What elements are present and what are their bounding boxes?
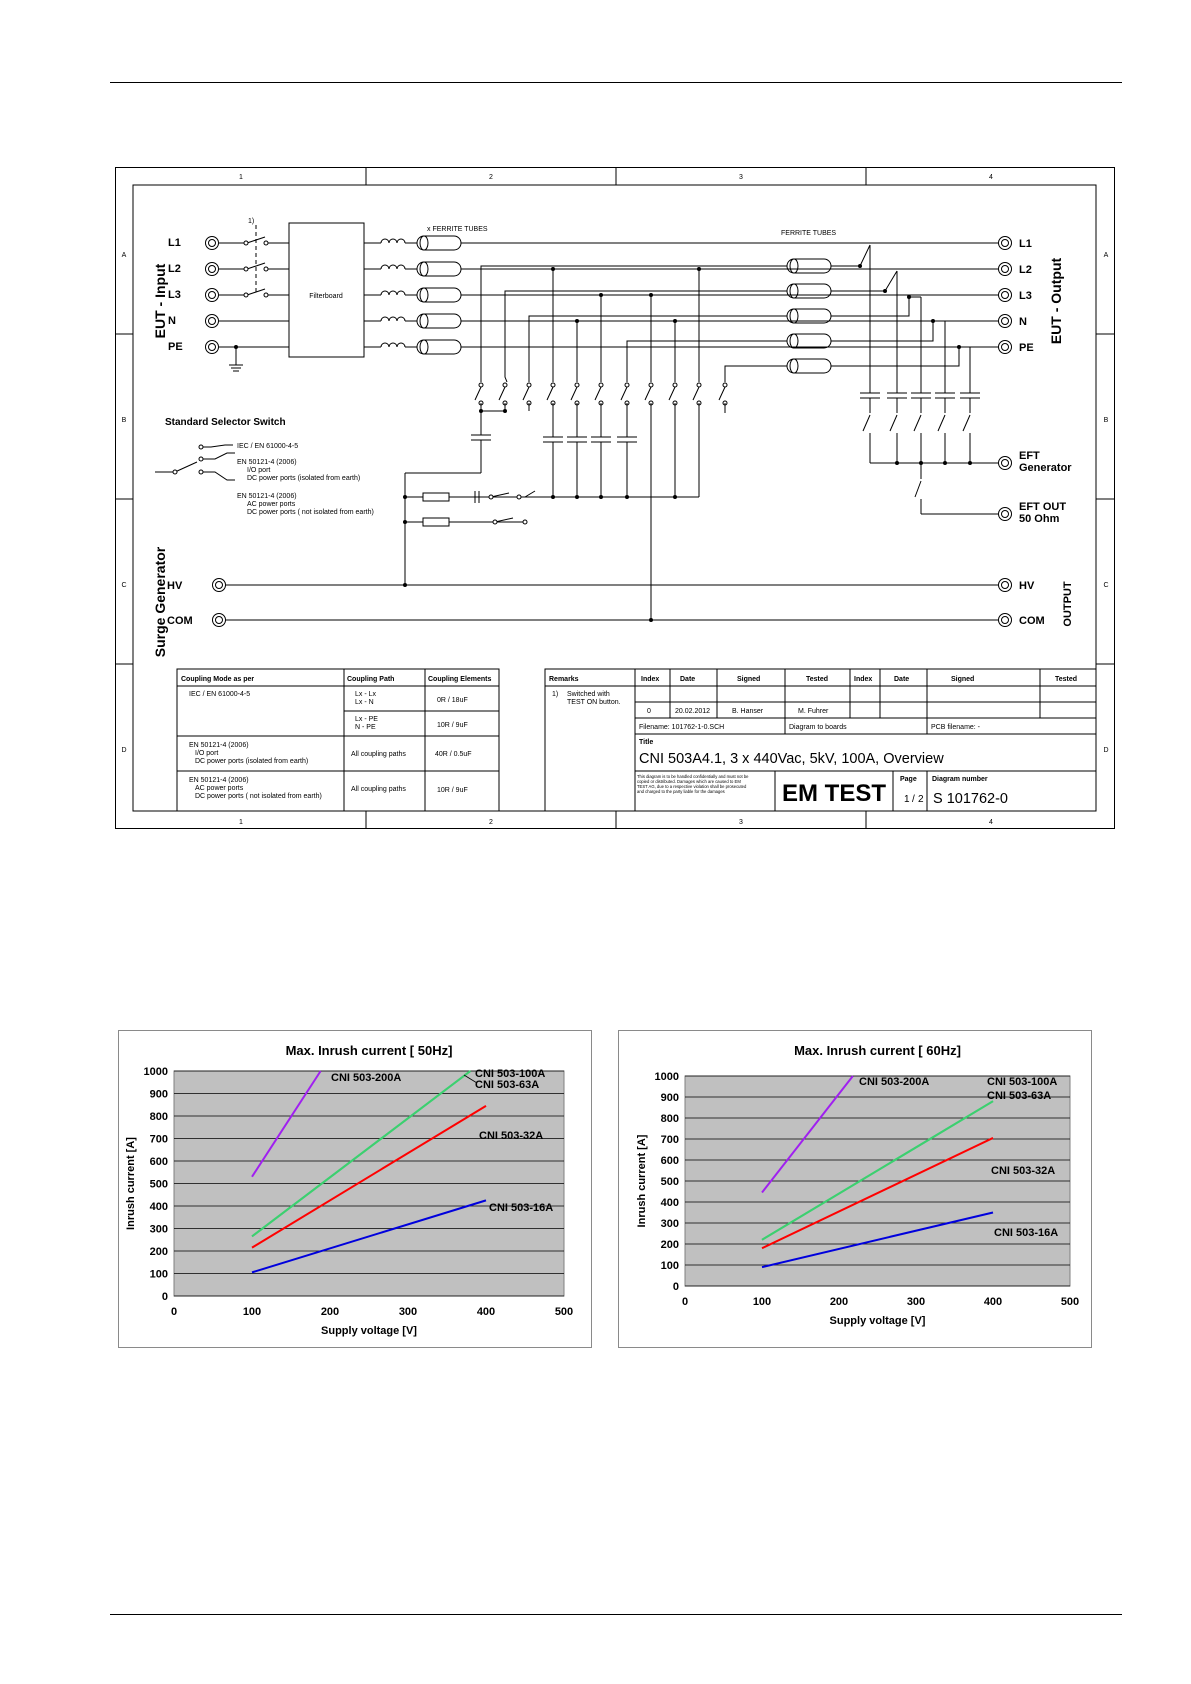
title-label: Title <box>639 739 654 746</box>
row-label-right: C <box>1103 582 1109 589</box>
switch-blade <box>719 387 725 400</box>
pcb-filename: PCB filename: - <box>931 724 981 731</box>
row-label-left: D <box>121 747 127 754</box>
series-label: CNI 503-32A <box>479 1130 544 1142</box>
y-tick-label: 500 <box>149 1178 168 1191</box>
x-tick-label: 100 <box>242 1306 262 1318</box>
col-label-bottom: 4 <box>989 819 993 826</box>
confidential-note: copied or distributed. Damages which are caused to EM <box>637 779 741 784</box>
series-label: CNI 503-63A <box>987 1090 1052 1102</box>
switch-contact <box>551 383 555 387</box>
output-ferrite-tubes <box>787 259 831 373</box>
table-cell: I/O port <box>195 750 219 757</box>
series-label: CNI 503-16A <box>489 1202 554 1214</box>
selector-option: IEC / EN 61000-4-5 <box>237 443 299 450</box>
table-cell: 10R / 9uF <box>437 722 468 729</box>
y-tick-label: 400 <box>149 1201 168 1213</box>
bottom-rule <box>110 1614 1122 1615</box>
switch-blade <box>693 387 699 400</box>
remark-number: 1) <box>552 691 559 698</box>
remark-text: Switched with <box>567 691 610 698</box>
series-label: CNI 503-16A <box>994 1227 1059 1239</box>
x-axis-label: Supply voltage [V] <box>829 1315 926 1327</box>
x-tick-label: 500 <box>554 1306 574 1318</box>
rev-cell: M. Fuhrer <box>798 708 829 715</box>
selector-option: EN 50121-4 (2006) <box>237 493 297 500</box>
switch-blade <box>523 387 529 400</box>
chart-60hz <box>619 1031 1091 1347</box>
eft-generator-label: Generator <box>1019 462 1072 474</box>
input-wiring <box>219 225 289 371</box>
selector-option: DC power ports (isolated from earth) <box>247 475 361 482</box>
coupling-switch-bank <box>475 383 727 405</box>
hv-out-label: HV <box>1019 580 1035 592</box>
switch-contact <box>503 383 507 387</box>
input-terminals <box>168 237 183 353</box>
company-name: EM TEST <box>781 780 887 807</box>
selector-options <box>237 443 374 516</box>
output-terminals <box>1019 238 1034 354</box>
y-tick-label: 600 <box>660 1155 679 1167</box>
input-terminal-label: L1 <box>168 237 181 249</box>
row-label-left: C <box>121 582 127 589</box>
rev-cell: 0 <box>647 708 651 715</box>
table-cell: EN 50121-4 (2006) <box>189 742 249 749</box>
bus-lines <box>461 243 998 382</box>
table-cell: EN 50121-4 (2006) <box>189 777 249 784</box>
switch-blade <box>645 387 651 400</box>
x-tick-label: 400 <box>476 1306 496 1318</box>
com-label: COM <box>167 615 193 627</box>
table-cell: Lx - PE <box>355 716 378 723</box>
x-axis-label: Supply voltage [V] <box>321 1325 417 1337</box>
output-terminal-label: PE <box>1019 342 1034 354</box>
top-rule <box>110 82 1122 83</box>
table-cell: DC power ports ( not isolated from earth) <box>195 793 322 800</box>
x-tick-label: 500 <box>1060 1296 1080 1308</box>
y-axis-label: Inrush current [A] <box>125 1137 137 1230</box>
switch-blade <box>669 387 675 400</box>
table-cell: All coupling paths <box>351 751 406 758</box>
rev-cell: 20.02.2012 <box>675 708 711 715</box>
x-tick-label: 300 <box>906 1296 926 1308</box>
rev-header: Index <box>854 676 873 683</box>
remarks-header: Remarks <box>549 676 579 683</box>
switch-contact <box>599 383 603 387</box>
output-terminal-label: N <box>1019 316 1027 328</box>
series-label: CNI 503-63A <box>475 1079 540 1091</box>
output-terminal-label: L1 <box>1019 238 1032 250</box>
y-tick-label: 900 <box>660 1092 679 1104</box>
eft-network <box>860 245 998 514</box>
diagram-to-boards: Diagram to boards <box>789 724 847 731</box>
chart-60hz-panel <box>618 1030 1092 1348</box>
rev-cell: B. Hanser <box>732 708 764 715</box>
selector-option: I/O port <box>247 467 271 474</box>
eft-out-label: EFT OUT <box>1019 501 1067 513</box>
row-label-right: A <box>1103 252 1109 259</box>
row-label-left: A <box>121 252 127 259</box>
table-cell: DC power ports (isolated from earth) <box>195 758 309 765</box>
switch-contact <box>527 383 531 387</box>
surge-generator-label: Surge Generator <box>152 546 168 658</box>
y-tick-label: 1000 <box>143 1066 168 1078</box>
y-tick-label: 400 <box>660 1197 679 1209</box>
table-cell: Lx - Lx <box>355 691 377 698</box>
chart-50hz <box>119 1031 591 1347</box>
row-label-right: B <box>1103 417 1109 424</box>
x-tick-label: 400 <box>983 1296 1003 1308</box>
chart-title: Max. Inrush current [ 50Hz] <box>285 1043 453 1058</box>
com-out-label: COM <box>1019 615 1045 627</box>
switch-contact <box>625 383 629 387</box>
switch-contact <box>479 383 483 387</box>
x-tick-label: 0 <box>681 1296 689 1308</box>
selector-option: AC power ports <box>247 501 296 508</box>
col-label-bottom: 2 <box>489 819 493 826</box>
y-tick-label: 900 <box>149 1088 168 1101</box>
filterboard <box>289 223 364 357</box>
series-label: CNI 503-100A <box>475 1068 546 1080</box>
chart-50hz-panel <box>118 1030 592 1348</box>
switch-contact <box>723 383 727 387</box>
switch-contact <box>673 383 677 387</box>
input-ferrite-tubes <box>417 236 461 354</box>
y-tick-label: 0 <box>161 1291 168 1303</box>
x-tick-label: 200 <box>829 1296 849 1308</box>
switch-blade <box>499 387 505 400</box>
y-tick-label: 700 <box>149 1133 168 1146</box>
switch-contact <box>649 383 653 387</box>
table-cell: 40R / 0.5uF <box>435 751 472 758</box>
hv-label: HV <box>167 580 183 592</box>
selector-option: DC power ports ( not isolated from earth) <box>247 509 374 516</box>
confidential-note: This diagram is to be handled confidentially and must not be <box>637 774 749 779</box>
switch-contact <box>697 383 701 387</box>
table-header: Coupling Mode as per <box>181 676 255 683</box>
col-label-top: 1 <box>239 174 243 181</box>
switch-blade <box>571 387 577 400</box>
x-ferrite-label: x FERRITE TUBES <box>427 226 488 233</box>
y-tick-label: 1000 <box>654 1071 679 1083</box>
diagram-number-label: Diagram number <box>932 776 988 783</box>
input-terminal-label: L3 <box>168 289 181 301</box>
y-axis-label: Inrush current [A] <box>636 1134 648 1228</box>
y-tick-label: 200 <box>660 1239 679 1251</box>
choke-lines <box>364 239 417 347</box>
x-tick-label: 0 <box>170 1306 178 1318</box>
output-label: OUTPUT <box>1062 581 1074 627</box>
y-tick-label: 300 <box>149 1223 168 1236</box>
y-tick-label: 600 <box>149 1156 168 1168</box>
series-label: CNI 503-100A <box>987 1076 1058 1088</box>
series-label: CNI 503-200A <box>859 1076 930 1088</box>
switch-contact <box>575 383 579 387</box>
y-tick-label: 0 <box>672 1281 679 1293</box>
y-tick-label: 800 <box>149 1111 168 1123</box>
table-cell: N - PE <box>355 724 376 731</box>
rev-header: Tested <box>1055 676 1078 683</box>
confidential-note: and charged to the party liable for the damages <box>637 789 725 794</box>
eut-input-label: EUT - Input <box>152 263 168 339</box>
rev-header: Signed <box>951 676 975 683</box>
ferrite-label: FERRITE TUBES <box>781 230 837 237</box>
rev-header: Date <box>680 676 696 683</box>
input-terminal-label: L2 <box>168 263 181 275</box>
eut-output-label: EUT - Output <box>1048 257 1064 345</box>
table-cell: All coupling paths <box>351 786 406 793</box>
table-cell: 0R / 18uF <box>437 697 468 704</box>
page-label: Page <box>900 776 917 783</box>
output-terminal-label: L3 <box>1019 290 1032 302</box>
col-label-top: 2 <box>489 174 493 181</box>
row-label-right: D <box>1103 747 1109 754</box>
page-number: 1 <box>904 794 910 805</box>
x-tick-label: 300 <box>398 1306 418 1318</box>
output-terminal-label: L2 <box>1019 264 1032 276</box>
y-tick-label: 500 <box>660 1176 679 1188</box>
eft-generator-label: EFT <box>1019 450 1040 462</box>
page-total: 2 <box>918 794 924 805</box>
rev-header: Signed <box>737 676 761 683</box>
circuit-schematic <box>115 167 1115 829</box>
table-header: Coupling Path <box>347 676 395 683</box>
x-tick-label: 200 <box>320 1306 340 1318</box>
y-tick-label: 700 <box>660 1134 679 1146</box>
filterboard-label: Filterboard <box>309 293 343 300</box>
table-cell: IEC / EN 61000-4-5 <box>189 691 251 698</box>
rev-header: Tested <box>806 676 829 683</box>
col-label-bottom: 1 <box>239 819 243 826</box>
eft-out-label: 50 Ohm <box>1019 513 1060 525</box>
page-separator: / <box>912 794 915 805</box>
selector-switch-symbol <box>155 445 235 480</box>
note-marker: 1) <box>248 218 255 225</box>
table-cell: Lx - N <box>355 699 374 706</box>
row-label-left: B <box>121 417 127 424</box>
selector-option: EN 50121-4 (2006) <box>237 459 297 466</box>
col-label-top: 4 <box>989 174 993 181</box>
series-label: CNI 503-200A <box>331 1072 402 1084</box>
switch-blade <box>621 387 627 400</box>
table-header: Coupling Elements <box>428 676 492 683</box>
y-tick-label: 800 <box>660 1113 679 1125</box>
table-cell: AC power ports <box>195 785 244 792</box>
y-tick-label: 100 <box>149 1268 168 1281</box>
switch-blade <box>475 387 481 400</box>
x-tick-label: 100 <box>752 1296 772 1308</box>
diagram-number: S 101762-0 <box>933 791 1008 807</box>
y-tick-label: 300 <box>660 1218 679 1230</box>
switch-blade <box>595 387 601 400</box>
drawing-title: CNI 503A4.1, 3 x 440Vac, 5kV, 100A, Overview <box>639 751 944 767</box>
input-terminal-label: PE <box>168 341 183 353</box>
confidential-note: TEST AG, due to a respective violation shall be prosecuted <box>637 784 747 789</box>
switch-blade <box>547 387 553 400</box>
y-tick-label: 200 <box>149 1246 168 1258</box>
selector-switch-title: Standard Selector Switch <box>165 417 286 428</box>
series-label: CNI 503-32A <box>991 1165 1056 1177</box>
filename: Filename: 101762-1-0.SCH <box>639 724 725 731</box>
y-tick-label: 100 <box>660 1260 679 1272</box>
rev-header: Date <box>894 676 910 683</box>
table-cell: 10R / 9uF <box>437 787 468 794</box>
col-label-bottom: 3 <box>739 819 743 826</box>
junction-dots <box>551 264 961 349</box>
remark-text: TEST ON button. <box>567 699 621 706</box>
chart-title: Max. Inrush current [ 60Hz] <box>794 1043 961 1058</box>
col-label-top: 3 <box>739 174 743 181</box>
rev-header: Index <box>641 676 660 683</box>
input-terminal-label: N <box>168 315 176 327</box>
